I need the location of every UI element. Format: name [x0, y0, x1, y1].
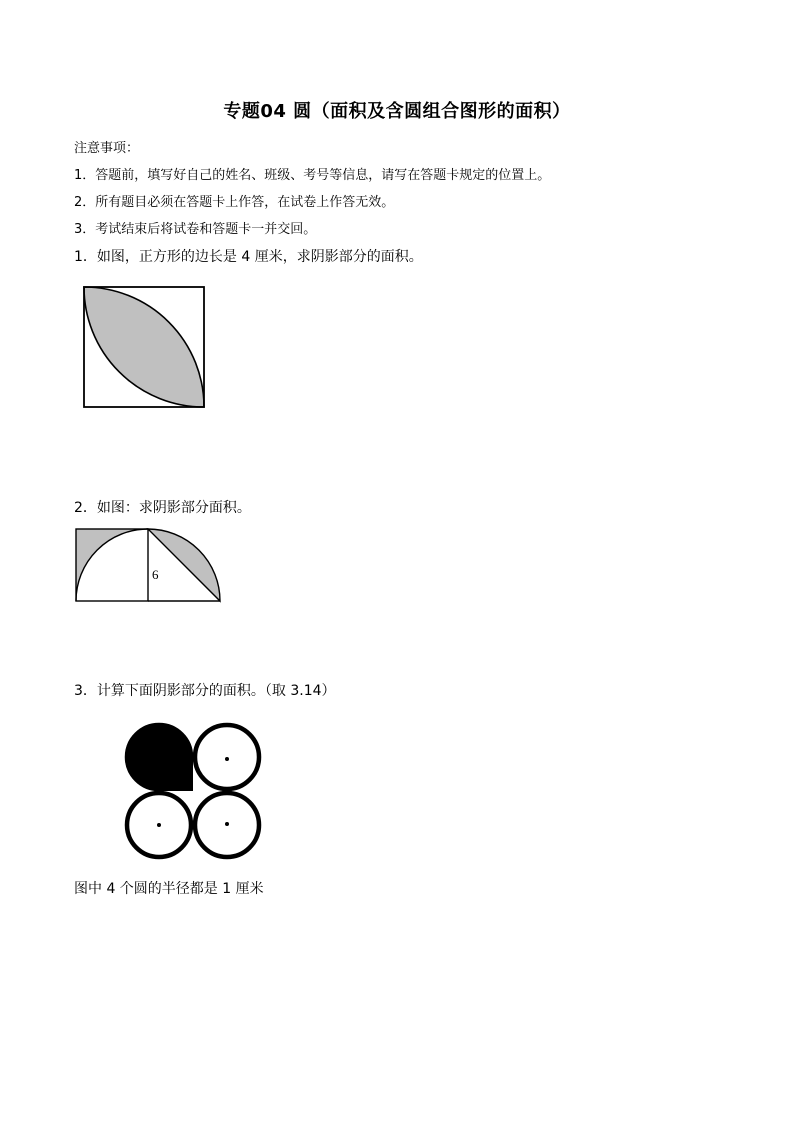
question-3-text: 3．计算下面阴影部分的面积。（取 3.14） [74, 683, 336, 699]
page-title: 专题04 圆（面积及含圆组合图形的面积） [223, 101, 571, 122]
question-3-figure [122, 720, 264, 862]
question-1-text: 1．如图，正方形的边长是 4 厘米，求阴影部分的面积。 [74, 249, 423, 265]
circle-top-left [127, 725, 191, 789]
notice-item-3: 3．考试结束后将试卷和答题卡一并交回。 [74, 222, 317, 237]
center-dot-bottom-right [225, 822, 229, 826]
notice-heading: 注意事项： [74, 141, 140, 156]
question-1-figure [80, 283, 208, 411]
notice-item-2: 2．所有题目必须在答题卡上作答，在试卷上作答无效。 [74, 195, 395, 210]
side-length-label: 6 [152, 567, 159, 582]
question-2-text: 2．如图：求阴影部分面积。 [74, 500, 251, 516]
center-dot-bottom-left [157, 823, 161, 827]
leaf-shaded-region [84, 287, 204, 407]
question-2-figure [72, 525, 224, 605]
right-segment-shaded-region [148, 529, 220, 601]
question-3-note: 图中 4 个圆的半径都是 1 厘米 [74, 881, 264, 897]
center-dot-top-right [225, 757, 229, 761]
notice-item-1: 1．答题前，填写好自己的姓名、班级、考号等信息，请写在答题卡规定的位置上。 [74, 168, 551, 183]
left-corner-shaded-region [76, 529, 148, 601]
